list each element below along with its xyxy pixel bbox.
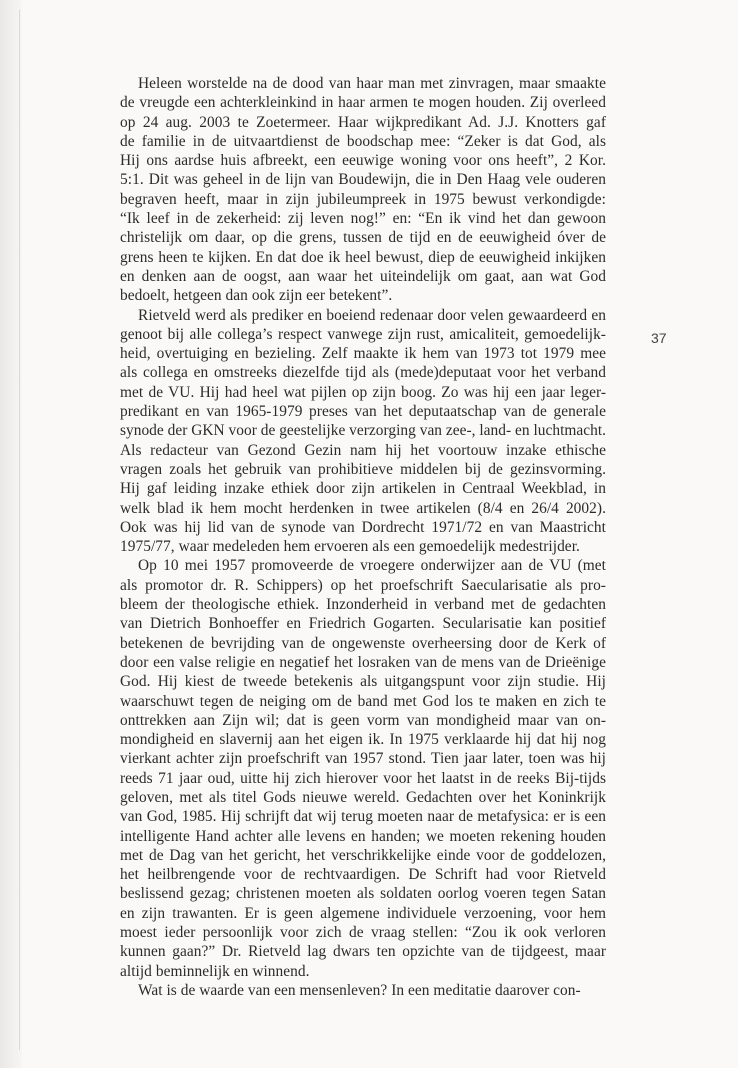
paragraph <box>120 556 606 981</box>
text-line: het heilbrengende voor de rechtvaardigen. De Schrift had voor Rietveld <box>120 866 606 884</box>
text-line: Wat is de waarde van een mensenleven? In een meditatie daarover con- <box>138 981 581 999</box>
text-line: “Ik leef in de zekerheid: zij leven nog!” en: “En ik vind het dan gewoon <box>120 210 606 228</box>
paragraph <box>120 981 606 1000</box>
spine-line <box>19 10 20 1050</box>
text-line: God. Hij kiest de tweede betekenis als uitgangspunt voor zijn studie. Hij <box>120 673 606 691</box>
text-line: onttrekken aan Zijn wil; dat is geen vorm van mondigheid maar van on- <box>120 711 606 729</box>
text-line: met de VU. Hij had heel wat pijlen op zijn boog. Zo was hij een jaar leger- <box>120 383 606 401</box>
text-line: van Dietrich Bonhoeffer en Friedrich Gogarten. Secularisatie kan positief <box>120 615 606 633</box>
text-line: Heleen worstelde na de dood van haar man met zinvragen, maar smaakte <box>138 75 606 92</box>
text-line: als collega en omstreeks diezelfde tijd als (mede)deputaat voor het verband <box>120 364 606 382</box>
text-line: intelligente Hand achter alle levens en handen; we moeten rekening houden <box>120 827 606 845</box>
text-line: 5:1. Dit was geheel in de lijn van Boudewijn, die in Den Haag vele ouderen <box>120 171 606 189</box>
text-line: reeds 71 jaar oud, uitte hij zich hierover voor het laatst in de reeks Bij-tijds <box>120 769 606 787</box>
text-line: op 24 aug. 2003 te Zoetermeer. Haar wijkpredikant Ad. J.J. Knotters gaf <box>120 113 606 131</box>
text-line: Ook was hij lid van de synode van Dordrecht 1971/72 en van Maastricht <box>120 518 606 536</box>
text-line: als promotor dr. R. Schippers) op het proefschrift Saecularisatie als pro- <box>120 576 606 594</box>
text-line: christelijk om daar, op die grens, tussen de tijd en de eeuwigheid óver de <box>120 229 606 247</box>
text-line: en denken aan de oogst, aan waar het uiteindelijk om gaat, aan wat God <box>120 267 606 285</box>
text-line: heid, overtuiging en bezieling. Zelf maakte ik hem van 1973 tot 1979 mee <box>120 345 606 363</box>
text-line: Als redacteur van Gezond Gezin nam hij het voortouw inzake ethische <box>120 441 606 459</box>
text-line: bleem der theologische ethiek. Inzonderheid in verband met de gedachten <box>120 596 606 614</box>
text-line: door een valse religie en negatief het losraken van de mens van de Drieënige <box>120 653 606 671</box>
text-line: van God, 1985. Hij schrijft dat wij terug moeten naar de metafysica: er is een <box>120 808 606 826</box>
text-line: moest ieder persoonlijk voor zich de vraag stellen: “Zou ik ook verloren <box>120 924 606 942</box>
text-line: grens heen te kijken. En dat doe ik heel bewust, diep de eeuwigheid inkijken <box>120 248 606 266</box>
text-line: waarschuwt tegen de neiging om de band met God los te maken en zich te <box>120 692 606 710</box>
text-line: bedoelt, hetgeen dan ook zijn eer betekent”. <box>120 287 393 305</box>
text-line: mondigheid en slavernij aan het eigen ik. In 1975 verklaarde hij dat hij nog <box>120 731 606 749</box>
page-number: 37 <box>651 330 667 346</box>
text-line: begraven heeft, maar in zijn jubileumpreek in 1975 bewust verkondigde: <box>120 190 606 208</box>
text-line: de vreugde een achterkleinkind in haar armen te mogen houden. Zij overleed <box>120 94 606 112</box>
paragraph <box>120 306 606 557</box>
text-line: Rietveld werd als prediker en boeiend redenaar door velen gewaardeerd en <box>138 306 606 324</box>
text-line: vragen zoals het gebruik van prohibitieve middelen bij de gezinsvorming. <box>120 460 606 478</box>
paragraph <box>120 74 606 306</box>
text-line: geloven, met als titel Gods nieuwe wereld. Gedachten over het Koninkrijk <box>120 788 606 806</box>
text-line: welk blad ik hem mocht herdenken in twee artikelen (8/4 en 26/4 2002). <box>120 499 606 517</box>
text-line: 1975/77, waar medeleden hem ervoeren als een gemoedelijk medestrijder. <box>120 538 580 556</box>
text-line: en zijn trawanten. Er is geen algemene individuele verzoening, voor hem <box>120 904 606 922</box>
text-line: Hij gaf leiding inzake ethiek door zijn artikelen in Centraal Weekblad, in <box>120 480 606 498</box>
text-line: genoot bij alle collega’s respect vanwege zijn rust, amicaliteit, gemoedelijk- <box>120 325 606 343</box>
text-line: de familie in de uitvaartdienst de boodschap mee: “Zeker is dat God, als <box>120 132 606 150</box>
text-line: Hij ons aardse huis afbreekt, een eeuwige woning voor ons heeft”, 2 Kor. <box>120 152 606 170</box>
text-line: beslissend gezag; christenen moeten als soldaten oorlog voeren tegen Satan <box>120 885 606 903</box>
text-line: altijd beminnelijk en winnend. <box>120 962 310 980</box>
body-text <box>120 74 606 1000</box>
text-line: vierkant achter zijn proefschrift van 1957 stond. Tien jaar later, toen was hij <box>120 750 606 768</box>
text-line: Op 10 mei 1957 promoveerde de vroegere onderwijzer aan de VU (met <box>138 557 606 575</box>
text-line: betekenen de bevrijding van de ongewenste overheersing door de Kerk of <box>120 634 606 652</box>
text-line: synode der GKN voor de geestelijke verzorging van zee-, land- en luchtmacht. <box>120 422 606 440</box>
text-line: predikant en van 1965-1979 preses van het deputaatschap van de generale <box>120 403 606 421</box>
text-line: kunnen gaan?” Dr. Rietveld lag dwars ten opzichte van de tijdgeest, maar <box>120 943 606 961</box>
text-line: met de Dag van het gericht, het verschrikkelijke einde voor de goddelozen, <box>120 846 606 864</box>
